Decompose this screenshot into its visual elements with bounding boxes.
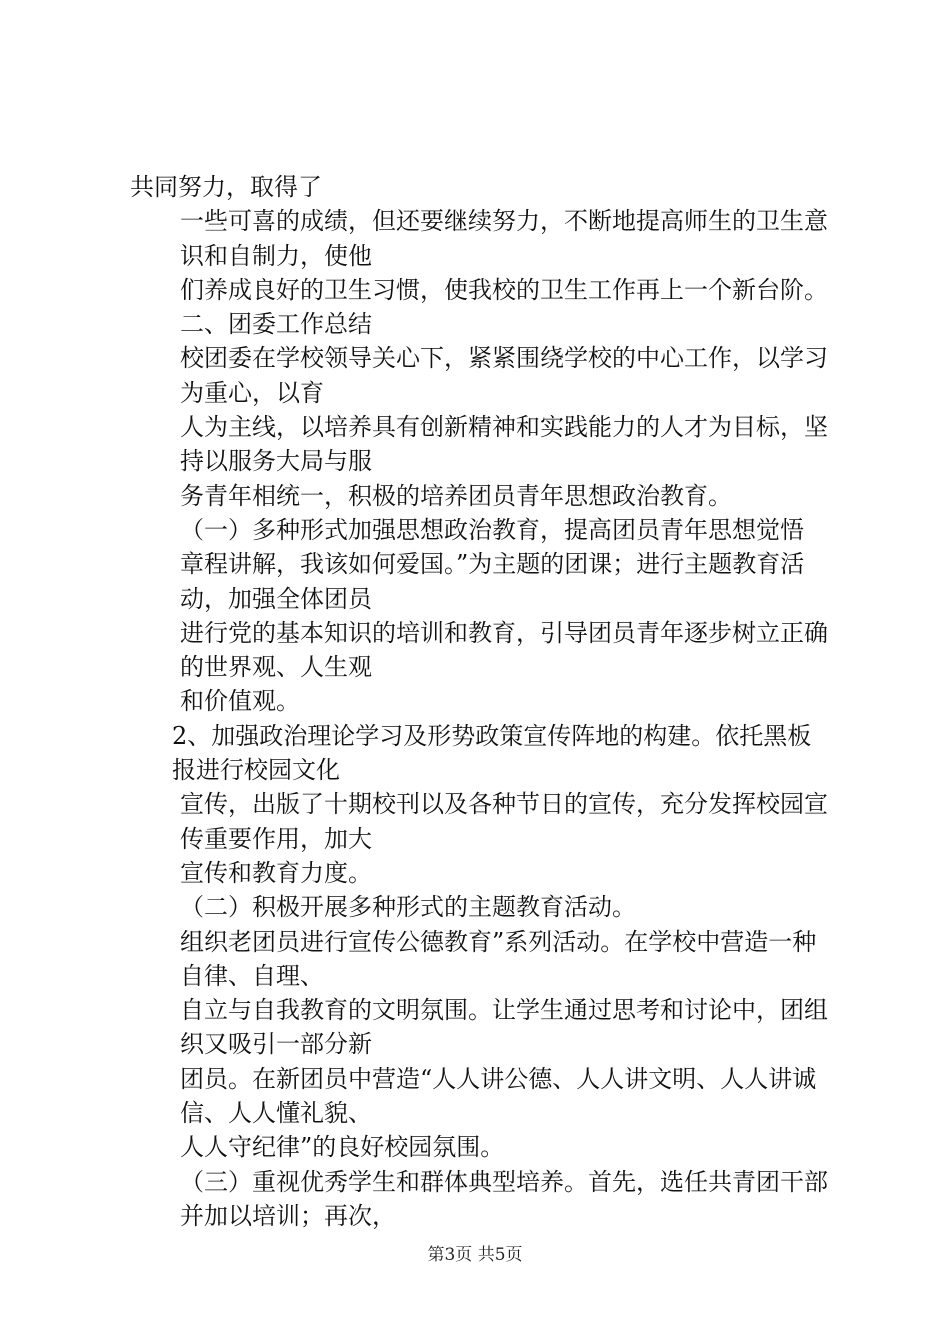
paragraph-line: 和价值观。 xyxy=(180,687,300,716)
paragraph-line: 们养成良好的卫生习惯，使我校的卫生工作再上一个新台阶。 xyxy=(180,275,828,304)
paragraph-line: 一些可喜的成绩，但还要继续努力，不断地提高师生的卫生意识和自制力，使他 xyxy=(180,207,828,270)
paragraph-line: 进行党的基本知识的培训和教育，引导团员青年逐步树立正确的世界观、人生观 xyxy=(180,618,828,682)
paragraph-line: 校团委在学校领导关心下，紧紧围绕学校的中心工作，以学习为重心，以育 xyxy=(180,344,828,407)
section-heading: 二、团委工作总结 xyxy=(180,310,372,339)
page-number-footer: 第3页 共5页 xyxy=(427,1245,523,1265)
paragraph-line: 团员。在新团员中营造“人人讲公德、人人讲文明、人人讲诚信、人人懂礼貌、 xyxy=(180,1064,817,1128)
subsection-heading: （三）重视优秀学生和群体典型培养。首先，选任共青团干部并加以培训；再次， xyxy=(180,1167,828,1230)
paragraph-line: 人为主线，以培养具有创新精神和实践能力的人才为目标，坚持以服务大局与服 xyxy=(180,413,828,476)
paragraph-line: 章程讲解，我该如何爱国。”为主题的团课；进行主题教育活动，加强全体团员 xyxy=(180,550,805,613)
paragraph-line: 人人守纪律”的良好校园氛围。 xyxy=(180,1133,505,1162)
subsection-heading: （一）多种形式加强思想政治教育，提高团员青年思想觉悟 xyxy=(180,515,804,544)
paragraph-line: 自立与自我教育的文明氛围。让学生通过思考和讨论中，团组织又吸引一部分新 xyxy=(180,996,828,1059)
paragraph-line: 组织老团员进行宣传公德教育”系列活动。在学校中营造一种自律、自理、 xyxy=(180,927,817,990)
paragraph-line: 宣传和教育力度。 xyxy=(180,858,372,887)
paragraph-line: 宣传，出版了十期校刊以及各种节日的宣传，充分发挥校园宣传重要作用，加大 xyxy=(180,790,828,853)
document-body xyxy=(130,170,830,1233)
subsection-heading: （二）积极开展多种形式的主题教育活动。 xyxy=(180,893,636,922)
paragraph-line: 共同努力，取得了 xyxy=(130,173,322,201)
numbered-item: 2、加强政治理论学习及形势政策宣传阵地的构建。依托黑板报进行校园文化 xyxy=(172,721,812,785)
paragraph-line: 务青年相统一，积极的培养团员青年思想政治教育。 xyxy=(180,481,732,510)
